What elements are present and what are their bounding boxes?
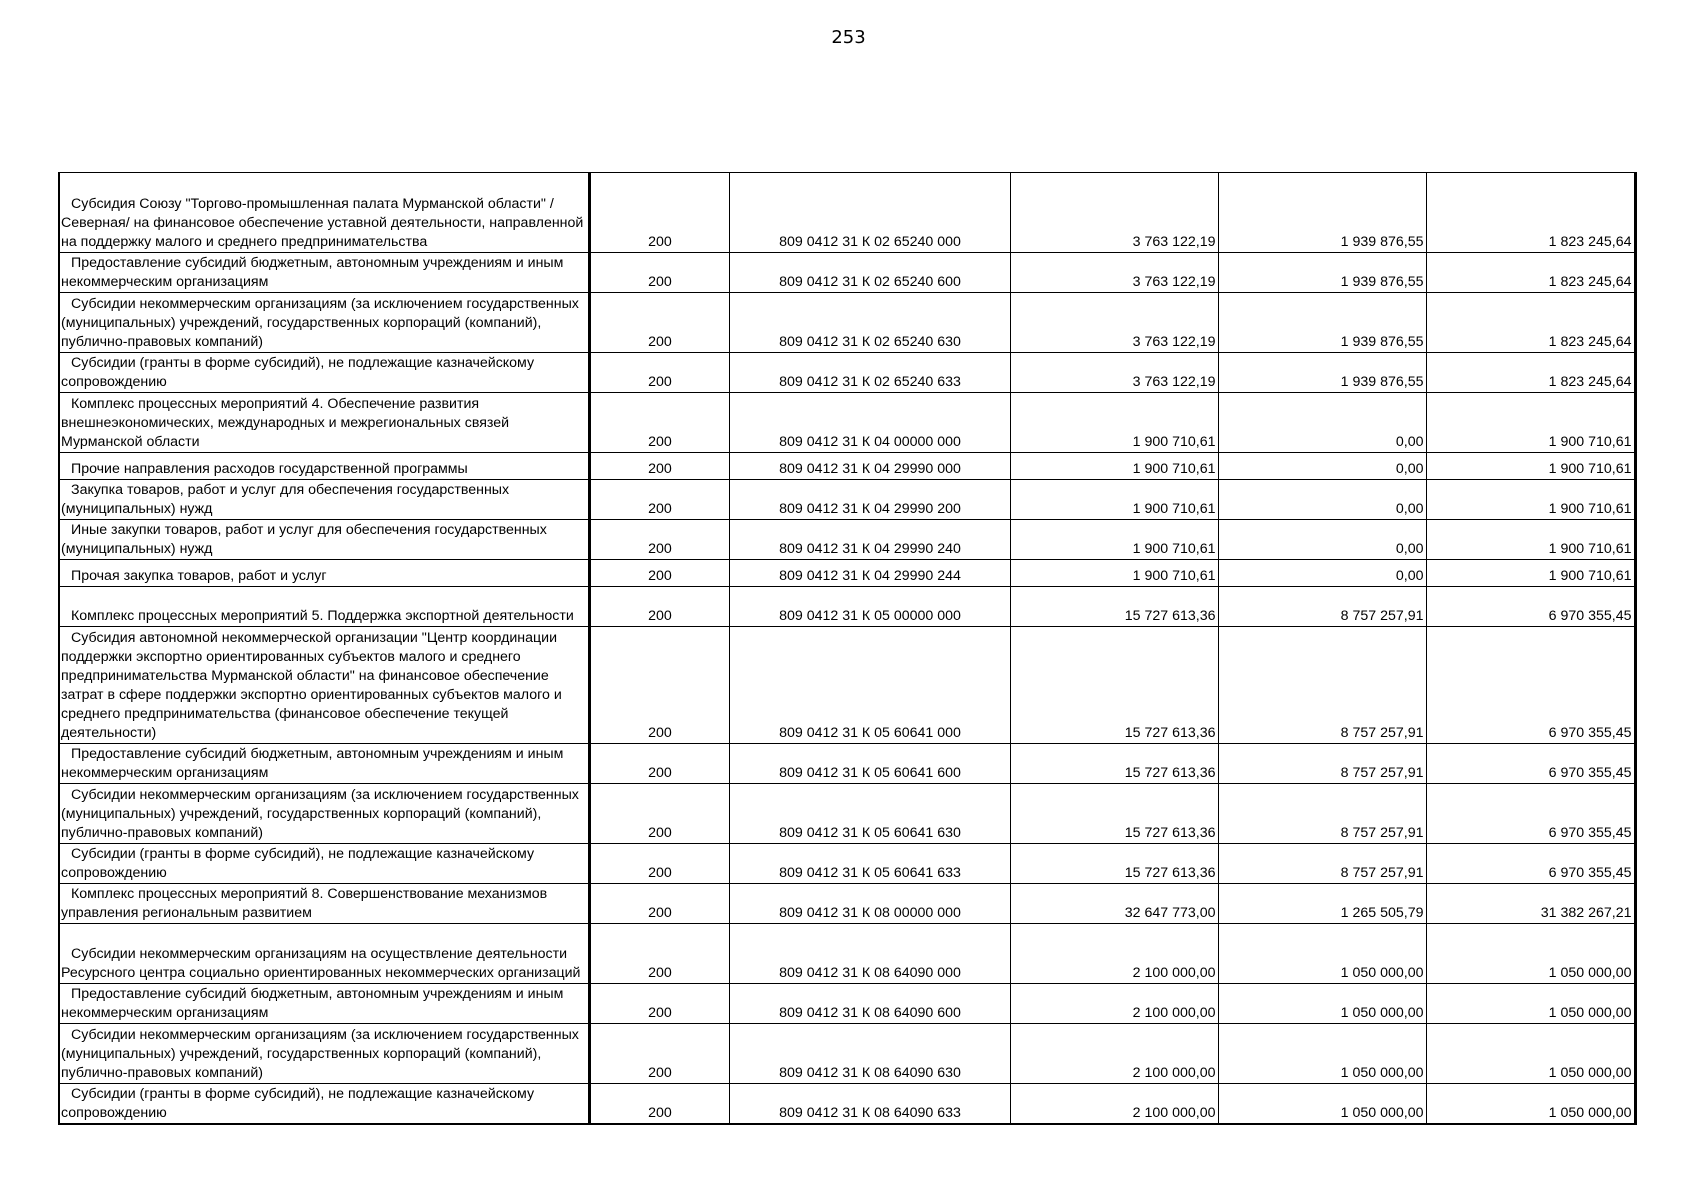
row-name-cell — [59, 984, 589, 1024]
row-budget-code-cell: 809 0412 31 К 08 64090 633 — [729, 1084, 1010, 1124]
row-admin-code-cell: 200 — [589, 520, 729, 560]
row-name-text: Комплекс процессных мероприятий 8. Совершенствование механизмов управления региональным развитием — [61, 886, 548, 921]
row-admin-code-cell: 200 — [589, 560, 729, 587]
row-admin-code-cell: 200 — [589, 984, 729, 1024]
row-admin-code-cell: 200 — [589, 393, 729, 453]
row-amount-2-cell: 1 939 876,55 — [1218, 173, 1426, 253]
row-amount-3-cell: 6 970 355,45 — [1426, 627, 1635, 744]
row-amount-2-cell: 0,00 — [1218, 520, 1426, 560]
row-name-text: Иные закупки товаров, работ и услуг для обеспечения государственных (муниципальных) нужд — [61, 522, 547, 557]
row-budget-code-cell: 809 0412 31 К 04 29990 200 — [729, 480, 1010, 520]
row-admin-code-cell: 200 — [589, 587, 729, 627]
row-amount-3-cell: 1 823 245,64 — [1426, 353, 1635, 393]
row-admin-code-cell: 200 — [589, 924, 729, 984]
row-name-cell — [59, 253, 589, 293]
row-admin-code-cell: 200 — [589, 353, 729, 393]
row-amount-3-cell: 1 900 710,61 — [1426, 480, 1635, 520]
row-name-text: Субсидия Союзу "Торгово-промышленная палата Мурманской области" /Северная/ на финансовое обеспечение уставной деятельности, направленной на поддержку малого и среднего предпринимательства — [61, 196, 584, 250]
row-amount-2-cell: 1 939 876,55 — [1218, 353, 1426, 393]
table-row — [59, 1024, 1635, 1084]
row-amount-total-cell: 2 100 000,00 — [1010, 1084, 1218, 1124]
table-row — [59, 924, 1635, 984]
row-name-text: Субсидии некоммерческим организациям на осуществление деятельности Ресурсного центра социально ориентированных некоммерческих организаций — [61, 946, 581, 981]
row-admin-code-cell: 200 — [589, 480, 729, 520]
row-name-cell — [59, 784, 589, 844]
table-row — [59, 453, 1635, 480]
row-amount-2-cell: 1 939 876,55 — [1218, 293, 1426, 353]
row-amount-total-cell: 3 763 122,19 — [1010, 353, 1218, 393]
row-admin-code-cell: 200 — [589, 844, 729, 884]
table-row — [59, 520, 1635, 560]
row-amount-3-cell: 1 900 710,61 — [1426, 453, 1635, 480]
row-amount-total-cell: 2 100 000,00 — [1010, 1024, 1218, 1084]
row-admin-code-cell: 200 — [589, 744, 729, 784]
row-name-text: Субсидии некоммерческим организациям (за исключением государственных (муниципальных) учреждений, государственных корпораций (компаний), публично-правовых компаний) — [61, 296, 579, 350]
row-name-text: Субсидии некоммерческим организациям (за исключением государственных (муниципальных) учреждений, государственных корпораций (компаний), публично-правовых компаний) — [61, 1027, 579, 1081]
row-amount-total-cell: 1 900 710,61 — [1010, 480, 1218, 520]
row-budget-code-cell: 809 0412 31 К 02 65240 633 — [729, 353, 1010, 393]
row-budget-code-cell: 809 0412 31 К 02 65240 630 — [729, 293, 1010, 353]
row-amount-total-cell: 2 100 000,00 — [1010, 984, 1218, 1024]
table-row — [59, 560, 1635, 587]
row-amount-total-cell: 15 727 613,36 — [1010, 784, 1218, 844]
table-row — [59, 587, 1635, 627]
row-name-text: Закупка товаров, работ и услуг для обеспечения государственных (муниципальных) нужд — [61, 482, 510, 517]
row-name-cell — [59, 587, 589, 627]
row-amount-2-cell: 8 757 257,91 — [1218, 627, 1426, 744]
row-amount-2-cell: 8 757 257,91 — [1218, 744, 1426, 784]
row-name-text: Предоставление субсидий бюджетным, автономным учреждениям и иным некоммерческим организациям — [61, 255, 564, 290]
row-budget-code-cell: 809 0412 31 К 04 00000 000 — [729, 393, 1010, 453]
row-name-text: Субсидии (гранты в форме субсидий), не подлежащие казначейскому сопровождению — [61, 355, 535, 390]
row-amount-total-cell: 1 900 710,61 — [1010, 560, 1218, 587]
row-amount-2-cell: 8 757 257,91 — [1218, 587, 1426, 627]
table-row — [59, 627, 1635, 744]
table-row — [59, 1084, 1635, 1124]
row-amount-2-cell: 1 050 000,00 — [1218, 984, 1426, 1024]
row-amount-2-cell: 1 050 000,00 — [1218, 924, 1426, 984]
row-name-cell — [59, 520, 589, 560]
row-amount-total-cell: 2 100 000,00 — [1010, 924, 1218, 984]
row-amount-3-cell: 1 900 710,61 — [1426, 560, 1635, 587]
row-budget-code-cell: 809 0412 31 К 08 00000 000 — [729, 884, 1010, 924]
row-name-text: Прочие направления расходов государственной программы — [71, 461, 468, 477]
row-name-cell — [59, 173, 589, 253]
row-amount-3-cell: 6 970 355,45 — [1426, 587, 1635, 627]
row-admin-code-cell: 200 — [589, 1084, 729, 1124]
row-amount-total-cell: 1 900 710,61 — [1010, 453, 1218, 480]
row-name-cell — [59, 744, 589, 784]
row-name-text: Субсидия автономной некоммерческой организации "Центр координации поддержки экспортно ориентированных субъектов малого и среднего предпринимательства Мурманской области" на финансовое обеспечение затрат в сфере поддержки экспортно ориентированных субъектов малого и среднего предпринимательства (финансовое обеспечение текущей деятельности) — [61, 630, 562, 741]
row-budget-code-cell: 809 0412 31 К 08 64090 000 — [729, 924, 1010, 984]
row-budget-code-cell: 809 0412 31 К 05 60641 630 — [729, 784, 1010, 844]
row-amount-total-cell: 3 763 122,19 — [1010, 253, 1218, 293]
row-name-cell — [59, 844, 589, 884]
table-row — [59, 744, 1635, 784]
row-amount-2-cell: 0,00 — [1218, 453, 1426, 480]
row-amount-total-cell: 3 763 122,19 — [1010, 173, 1218, 253]
row-amount-3-cell: 1 900 710,61 — [1426, 393, 1635, 453]
row-name-text: Субсидии (гранты в форме субсидий), не подлежащие казначейскому сопровождению — [61, 846, 535, 881]
row-name-cell — [59, 1084, 589, 1124]
row-amount-2-cell: 8 757 257,91 — [1218, 844, 1426, 884]
table-row — [59, 984, 1635, 1024]
row-amount-3-cell: 1 050 000,00 — [1426, 1084, 1635, 1124]
row-amount-2-cell: 0,00 — [1218, 480, 1426, 520]
row-amount-2-cell: 0,00 — [1218, 393, 1426, 453]
row-amount-3-cell: 1 050 000,00 — [1426, 1024, 1635, 1084]
table-row — [59, 784, 1635, 844]
row-amount-3-cell: 1 823 245,64 — [1426, 253, 1635, 293]
table-row — [59, 884, 1635, 924]
row-amount-total-cell: 15 727 613,36 — [1010, 744, 1218, 784]
row-budget-code-cell: 809 0412 31 К 05 60641 600 — [729, 744, 1010, 784]
row-admin-code-cell: 200 — [589, 884, 729, 924]
row-name-cell — [59, 884, 589, 924]
row-budget-code-cell: 809 0412 31 К 08 64090 600 — [729, 984, 1010, 1024]
row-amount-3-cell: 1 823 245,64 — [1426, 293, 1635, 353]
row-amount-2-cell: 8 757 257,91 — [1218, 784, 1426, 844]
row-amount-2-cell: 1 939 876,55 — [1218, 253, 1426, 293]
row-amount-2-cell: 1 050 000,00 — [1218, 1024, 1426, 1084]
row-admin-code-cell: 200 — [589, 293, 729, 353]
row-amount-3-cell: 1 050 000,00 — [1426, 984, 1635, 1024]
row-budget-code-cell: 809 0412 31 К 04 29990 244 — [729, 560, 1010, 587]
row-name-text: Субсидии (гранты в форме субсидий), не подлежащие казначейскому сопровождению — [61, 1085, 535, 1121]
row-budget-code-cell: 809 0412 31 К 05 00000 000 — [729, 587, 1010, 627]
table-row — [59, 844, 1635, 884]
row-admin-code-cell: 200 — [589, 173, 729, 253]
row-name-cell — [59, 293, 589, 353]
row-name-cell — [59, 480, 589, 520]
row-amount-3-cell: 6 970 355,45 — [1426, 744, 1635, 784]
row-amount-total-cell: 32 647 773,00 — [1010, 884, 1218, 924]
table-row — [59, 480, 1635, 520]
row-budget-code-cell: 809 0412 31 К 02 65240 600 — [729, 253, 1010, 293]
row-name-text: Субсидии некоммерческим организациям (за исключением государственных (муниципальных) учреждений, государственных корпораций (компаний), публично-правовых компаний) — [61, 787, 579, 841]
row-amount-3-cell: 6 970 355,45 — [1426, 784, 1635, 844]
row-amount-3-cell: 1 050 000,00 — [1426, 924, 1635, 984]
row-name-cell — [59, 393, 589, 453]
page-number: 253 — [831, 27, 866, 48]
row-name-text: Комплекс процессных мероприятий 4. Обеспечение развития внешнеэкономических, международных и межрегиональных связей Мурманской области — [61, 396, 510, 450]
row-name-cell — [59, 1024, 589, 1084]
row-amount-total-cell: 1 900 710,61 — [1010, 393, 1218, 453]
table-row — [59, 353, 1635, 393]
row-name-cell — [59, 560, 589, 587]
row-budget-code-cell: 809 0412 31 К 04 29990 000 — [729, 453, 1010, 480]
row-amount-2-cell: 0,00 — [1218, 560, 1426, 587]
row-admin-code-cell: 200 — [589, 627, 729, 744]
table-row — [59, 253, 1635, 293]
row-amount-total-cell: 15 727 613,36 — [1010, 587, 1218, 627]
row-amount-total-cell: 1 900 710,61 — [1010, 520, 1218, 560]
row-budget-code-cell: 809 0412 31 К 08 64090 630 — [729, 1024, 1010, 1084]
row-amount-3-cell: 6 970 355,45 — [1426, 844, 1635, 884]
row-amount-total-cell: 15 727 613,36 — [1010, 844, 1218, 884]
row-name-text: Предоставление субсидий бюджетным, автономным учреждениям и иным некоммерческим организациям — [61, 746, 564, 781]
row-admin-code-cell: 200 — [589, 1024, 729, 1084]
row-name-cell — [59, 353, 589, 393]
row-budget-code-cell: 809 0412 31 К 05 60641 633 — [729, 844, 1010, 884]
row-amount-3-cell: 31 382 267,21 — [1426, 884, 1635, 924]
row-amount-total-cell: 15 727 613,36 — [1010, 627, 1218, 744]
row-name-cell — [59, 627, 589, 744]
table-row — [59, 393, 1635, 453]
row-budget-code-cell: 809 0412 31 К 04 29990 240 — [729, 520, 1010, 560]
table-row — [59, 173, 1635, 253]
row-name-cell — [59, 453, 589, 480]
table-row — [59, 293, 1635, 353]
budget-table — [58, 172, 1637, 1125]
row-amount-3-cell: 1 823 245,64 — [1426, 173, 1635, 253]
row-amount-total-cell: 3 763 122,19 — [1010, 293, 1218, 353]
row-admin-code-cell: 200 — [589, 453, 729, 480]
row-admin-code-cell: 200 — [589, 784, 729, 844]
row-name-text: Предоставление субсидий бюджетным, автономным учреждениям и иным некоммерческим организациям — [61, 986, 564, 1021]
row-name-text: Комплекс процессных мероприятий 5. Поддержка экспортной деятельности — [71, 608, 574, 624]
row-amount-2-cell: 1 265 505,79 — [1218, 884, 1426, 924]
row-admin-code-cell: 200 — [589, 253, 729, 293]
budget-table-body — [59, 173, 1635, 1124]
row-amount-2-cell: 1 050 000,00 — [1218, 1084, 1426, 1124]
row-budget-code-cell: 809 0412 31 К 02 65240 000 — [729, 173, 1010, 253]
row-name-text: Прочая закупка товаров, работ и услуг — [71, 568, 327, 584]
row-name-cell — [59, 924, 589, 984]
row-budget-code-cell: 809 0412 31 К 05 60641 000 — [729, 627, 1010, 744]
row-amount-3-cell: 1 900 710,61 — [1426, 520, 1635, 560]
